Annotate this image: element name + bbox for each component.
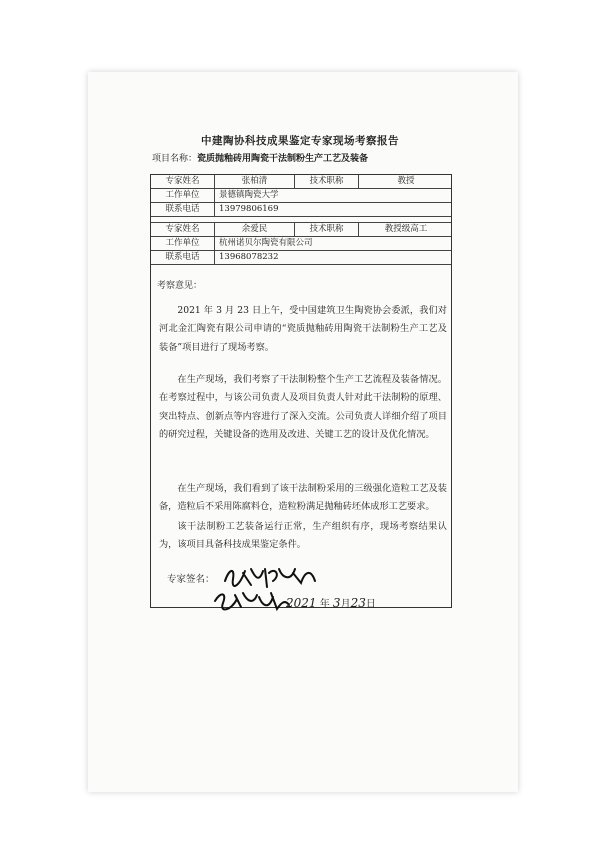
expert-1-name-row [151, 175, 451, 189]
project-label: 项目名称： [152, 154, 198, 164]
document-title: 中建陶协科技成果鉴定专家现场考察报告 [201, 135, 399, 147]
signature-date [286, 595, 376, 610]
opinion-paragraph: 2021 年 3 月 23 日上午，受中国建筑卫生陶瓷协会委派，我们对河北金汇陶瓷有限公司申请的“瓷质抛釉砖用陶瓷干法制粉生产工艺及装备”项目进行了现场考察。 [159, 305, 447, 353]
expert-2-name-row [151, 223, 451, 237]
expert-title: 教授级高工 [384, 224, 428, 234]
table-spacer [151, 215, 451, 223]
expert-name-label: 专家姓名 [151, 175, 215, 188]
project-line [152, 151, 368, 164]
expert-1-work-row [151, 189, 451, 203]
expert-title: 教授 [397, 176, 415, 186]
date-year: 2021 [286, 596, 317, 610]
date-day: 23 [350, 596, 366, 610]
handwritten-signature-2 [211, 589, 291, 613]
phone-label: 联系电话 [151, 251, 215, 264]
opinion-label: 考察意见： [157, 281, 203, 291]
date-month-char: 月 [340, 599, 351, 610]
signature-label: 专家签名： [167, 574, 215, 585]
expert-name: 余爱民 [215, 223, 295, 236]
date-year-char: 年 [319, 599, 330, 610]
expert-name-label: 专家姓名 [151, 223, 215, 236]
expert-2-work-row [151, 237, 451, 251]
opinion-paragraph: 该干法制粉工艺装备运行正常，生产组织有序，现场考察结果认为，该项目具备科技成果鉴定条件。 [159, 521, 447, 551]
project-name: 瓷质抛釉砖用陶瓷干法制粉生产工艺及装备 [197, 154, 369, 164]
expert-2-phone-row [151, 251, 451, 265]
phone-number: 13968078232 [219, 252, 279, 262]
opinion-paragraph: 在生产现场，我们考察了干法制粉整个生产工艺流程及装备情况。在考察过程中，与该公司负责人及项目负责人针对此干法制粉的原理、突出特点、创新点等内容进行了深入交流。公司负责人详细介绍了项目的研究过程，关键设备的选用及改进、关键工艺的设计及优化情况。 [159, 374, 447, 440]
date-day-char: 日 [365, 599, 376, 610]
work-unit-label: 工作单位 [151, 237, 215, 250]
handwritten-signature-1 [221, 563, 321, 591]
date-month: 3 [332, 596, 341, 610]
work-unit: 杭州诺贝尔陶瓷有限公司 [219, 238, 313, 248]
report-table [150, 174, 452, 608]
work-unit: 景德镇陶瓷大学 [219, 190, 279, 200]
expert-name: 张柏清 [215, 175, 295, 188]
expert-title-label: 技术职称 [295, 175, 359, 188]
phone-number: 13979806169 [219, 204, 279, 214]
expert-title-label: 技术职称 [295, 223, 359, 236]
phone-label: 联系电话 [151, 203, 215, 216]
opinion-paragraph: 在生产现场，我们看到了该干法制粉采用的三级强化造粒工艺及装备，造粒后不采用陈腐料仓，造粒粉满足抛釉砖坯体成形工艺要求。 [159, 483, 447, 513]
work-unit-label: 工作单位 [151, 189, 215, 202]
